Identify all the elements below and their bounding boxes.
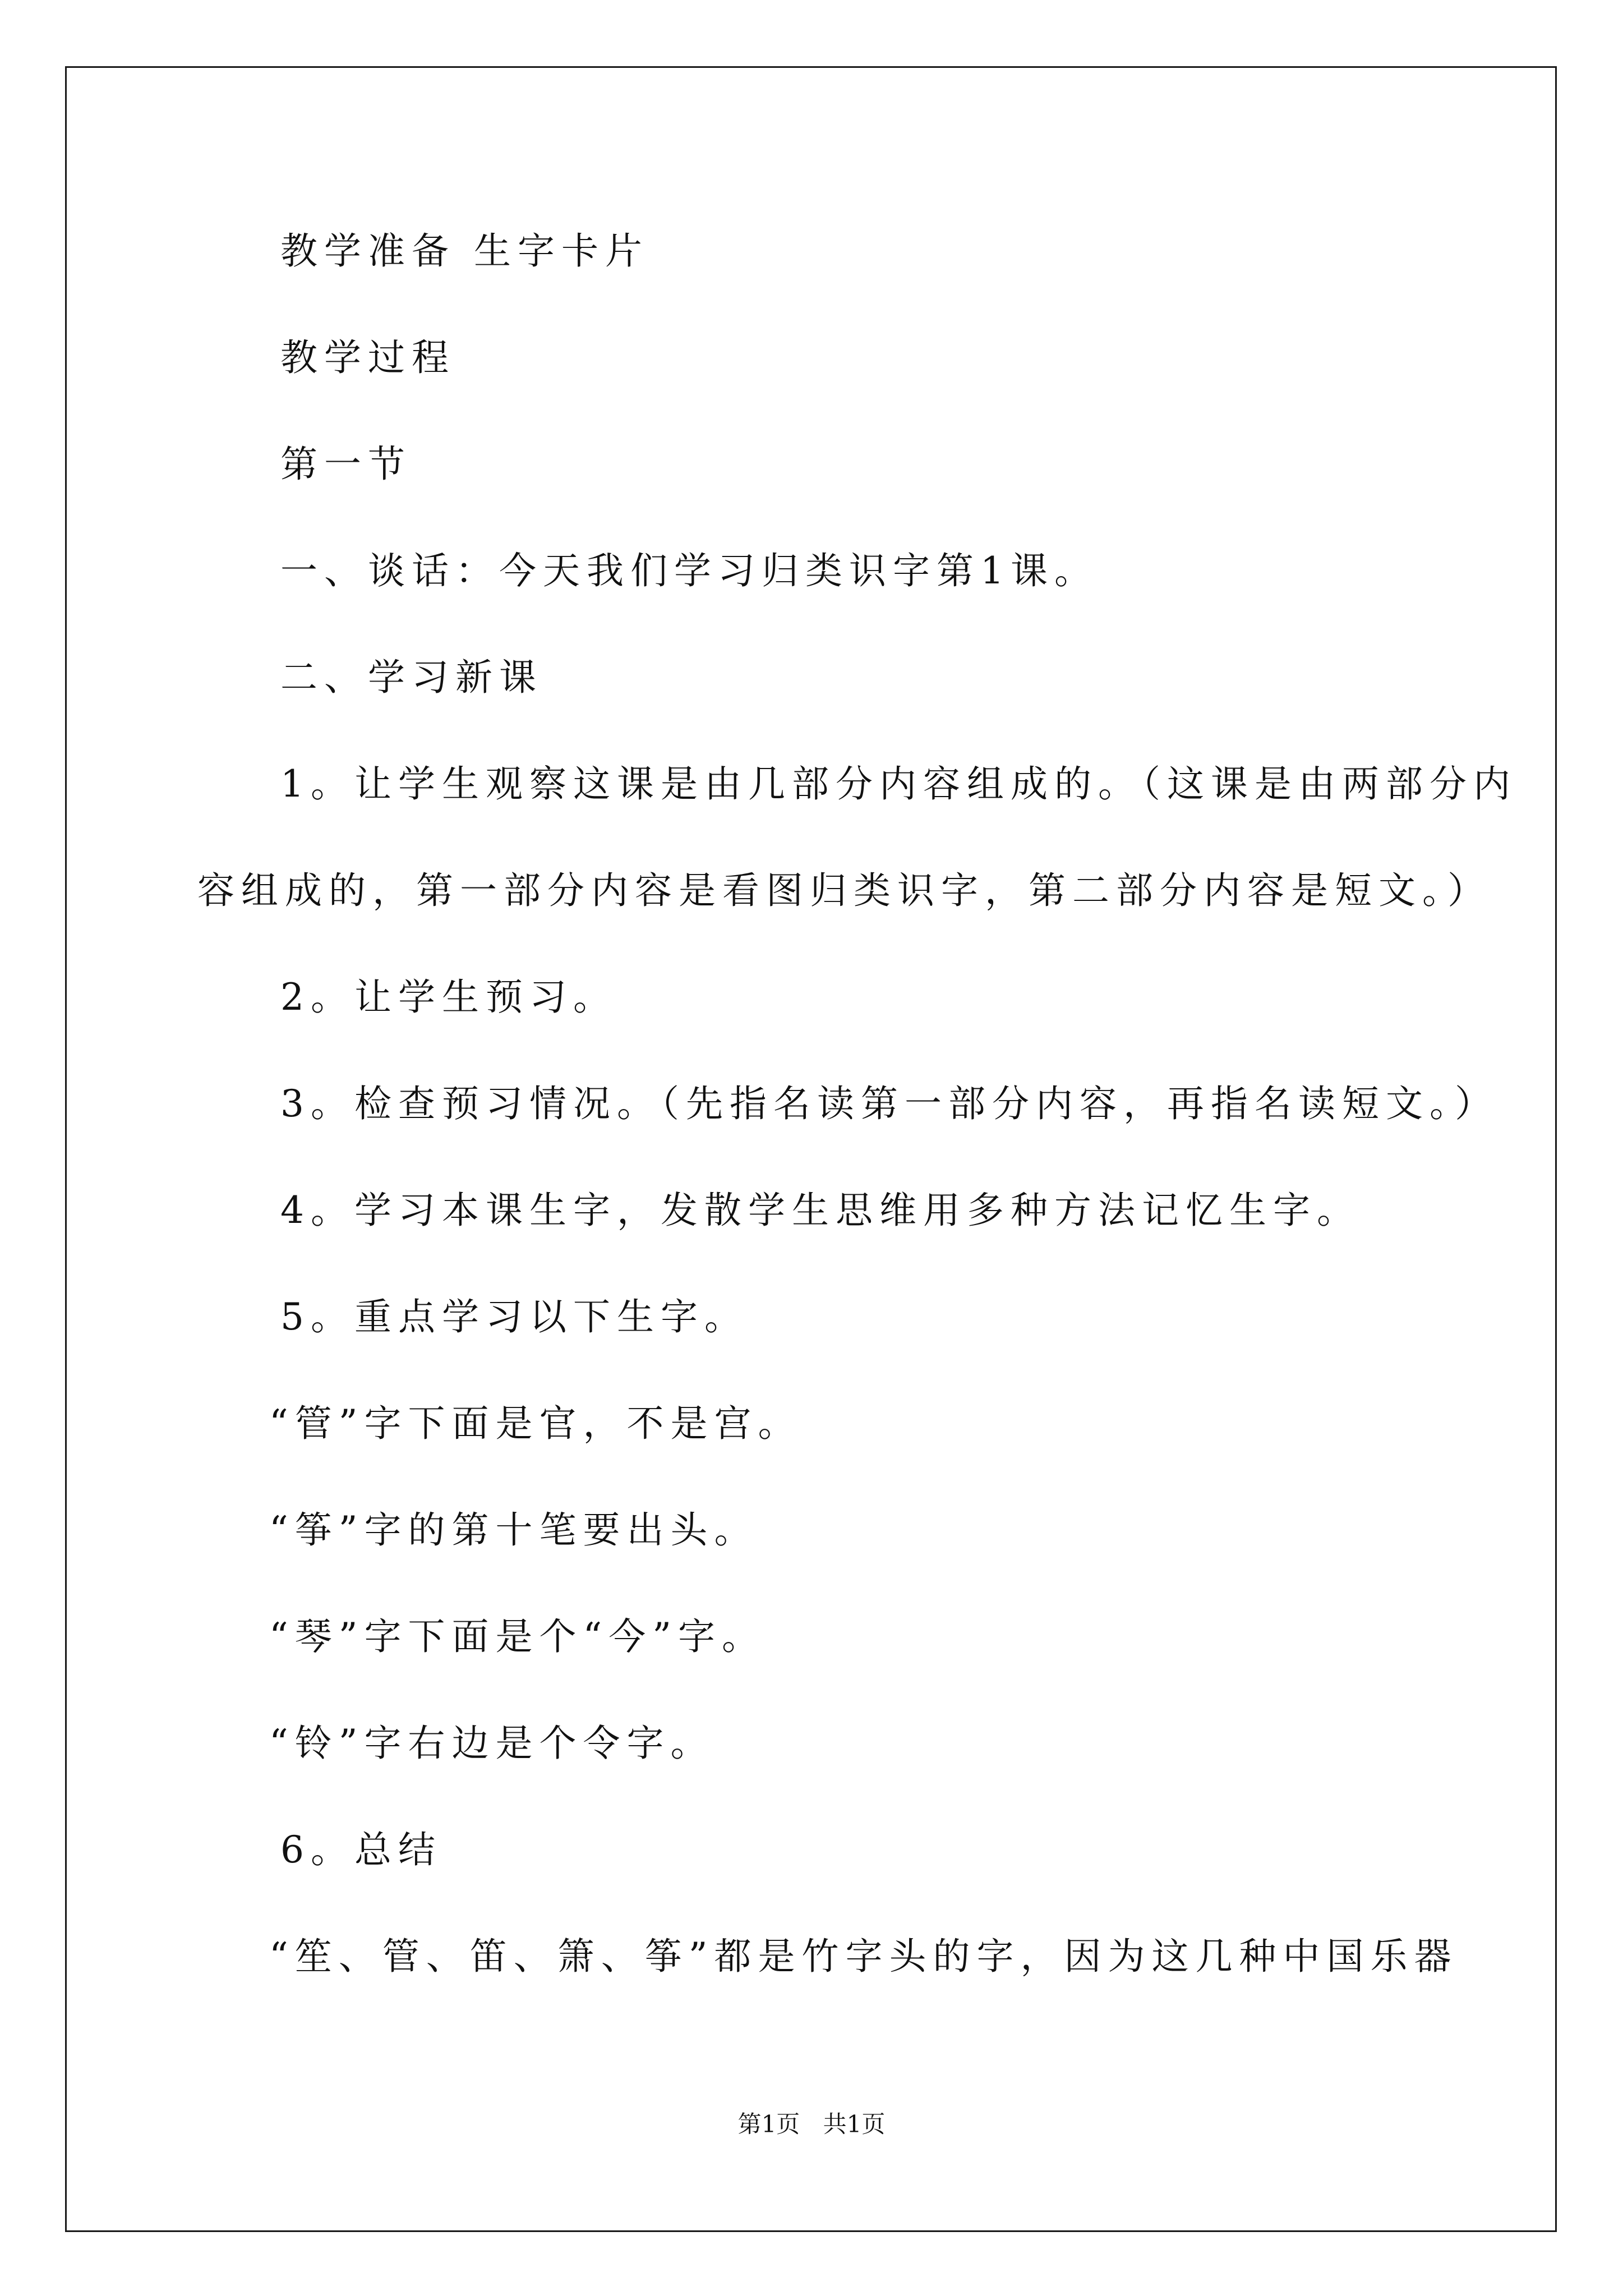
paragraph-step-6: 6。总结 [280, 1828, 442, 1871]
paragraph-teaching-prep: 教学准备 生字卡片 [280, 229, 649, 273]
paragraph-step-5: 5。重点学习以下生字。 [280, 1295, 748, 1338]
paragraph-section-one: 第一节 [280, 443, 412, 486]
page-footer [0, 2110, 1623, 2138]
paragraph-summary: “笙、管、笛、箫、筝”都是竹字头的字，因为这几种中国乐器 [269, 1935, 1458, 1978]
paragraph-char-ling: “铃”字右边是个令字。 [269, 1722, 714, 1765]
paragraph-step-1-line-2: 容组成的，第一部分内容是看图归类识字，第二部分内容是短文。） [197, 869, 1491, 912]
paragraph-char-zheng: “筝”字的第十笔要出头。 [269, 1508, 758, 1552]
paragraph-char-guan: “管”字下面是官，不是宫。 [269, 1402, 802, 1445]
paragraph-teaching-process: 教学过程 [280, 336, 455, 379]
paragraph-step-4: 4。学习本课生字，发散学生思维用多种方法记忆生字。 [280, 1189, 1361, 1232]
paragraph-step-3: 3。检查预习情况。（先指名读第一部分内容，再指名读短文。） [280, 1082, 1498, 1125]
paragraph-conversation: 一、谈话：今天我们学习归类识字第1课。 [280, 549, 1098, 592]
page-border [65, 66, 1557, 2232]
page-number: 第1页 [737, 2110, 800, 2138]
paragraph-step-1-line-1: 1。让学生观察这课是由几部分内容组成的。（这课是由两部分内 [280, 762, 1517, 806]
paragraph-char-qin: “琴”字下面是个“今”字。 [269, 1615, 766, 1658]
paragraph-step-2: 2。让学生预习。 [280, 976, 617, 1019]
paragraph-new-lesson: 二、学习新课 [280, 656, 543, 699]
page-total: 共1页 [823, 2110, 886, 2138]
